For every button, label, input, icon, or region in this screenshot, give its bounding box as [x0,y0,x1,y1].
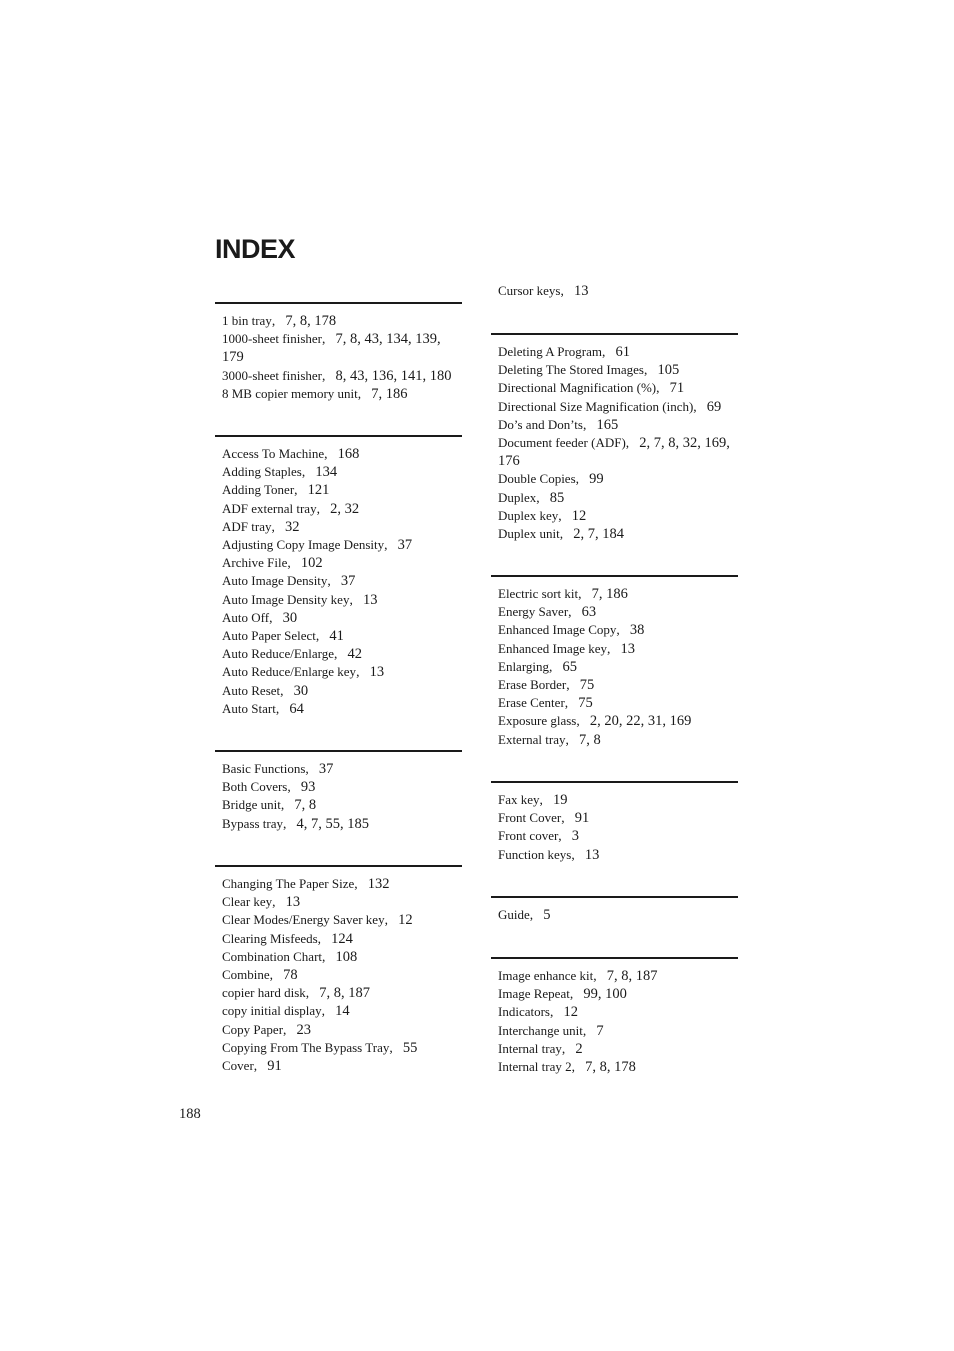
index-page-refs: 134 [315,464,338,481]
index-page-refs: 30 [282,609,298,626]
index-separator: , [269,967,284,983]
index-page-refs: 69 [706,398,722,415]
index-term: Adding Staples [222,464,302,480]
index-separator: , [275,700,290,716]
index-term: Enlarging [498,658,550,674]
index-term: Auto Image Density [222,573,328,589]
index-entry [222,1057,462,1075]
index-separator: , [354,876,368,891]
index-separator: , [566,677,580,693]
index-page-refs: 12 [563,1004,578,1021]
index-separator: , [656,380,670,396]
index-separator: , [349,591,363,607]
index-page-refs: 7, 8 [579,731,601,748]
index-separator: , [253,1058,268,1074]
index-group-e [491,575,738,749]
index-term: Bypass tray [222,815,284,831]
index-page-refs: 13 [573,283,589,299]
index-term: Deleting The Stored Images [498,362,644,378]
index-term: Access To Machine [222,446,325,461]
index-term: Archive File [222,555,288,571]
index-term: Front cover [498,828,559,844]
index-entry [222,700,462,718]
index-page-refs: 99 [589,471,604,488]
index-separator: , [558,828,572,844]
index-separator: , [322,331,336,347]
index-entry [498,846,738,864]
index-separator: , [305,985,320,1001]
index-entry [222,572,462,590]
index-term: Auto Off [222,609,270,625]
index-term: Do’s and Don’ts [498,416,583,432]
index-term: Image enhance kit [498,968,594,983]
index-entry [498,343,738,361]
index-entry [498,791,738,809]
index-separator: , [616,622,630,638]
index-page-refs: 65 [562,658,578,675]
index-entry [498,489,738,507]
index-entry [498,827,738,845]
index-term: Adding Toner [222,482,295,498]
index-page-refs: 124 [331,930,353,947]
index-group-g [491,896,738,924]
index-separator: , [301,464,316,480]
index-term: Combine [222,967,270,983]
index-entry [222,1002,462,1020]
index-entry [222,463,462,481]
index-separator: , [287,779,301,795]
index-entry [498,282,738,300]
index-entry [498,470,738,488]
index-separator: , [561,1040,576,1056]
index-separator: , [602,344,616,359]
index-entry [222,518,462,536]
index-term: Auto Reduce/Enlarge key [222,664,357,680]
index-page-refs: 99, 100 [583,986,627,1003]
index-separator: , [558,507,572,523]
index-term: Guide [498,907,530,922]
index-separator: , [272,894,286,910]
index-term: Combination Chart [222,948,323,964]
index-entry [222,645,462,663]
index-separator: , [322,367,336,383]
index-separator: , [389,1039,403,1055]
index-separator: , [271,313,286,328]
index-term: Energy Saver [498,604,569,620]
index-separator: , [280,797,295,813]
index-entry [498,906,738,924]
index-page-refs: 37 [340,573,356,590]
index-separator: , [575,471,590,487]
index-separator: , [607,640,621,656]
index-term: Cursor keys [498,283,561,298]
index-entry [498,640,738,658]
index-entry [498,694,738,712]
index-separator: , [357,385,372,401]
index-term: Auto Reduce/Enlarge [222,646,335,662]
index-group-c [215,865,462,1075]
index-term: Auto Paper Select [222,628,316,644]
index-entry [222,445,462,463]
index-page-refs: 7, 8, 178 [285,313,337,329]
index-page-refs: 93 [300,779,316,796]
index-entry [222,481,462,499]
index-page-refs: 168 [337,446,360,462]
index-separator: , [324,446,338,461]
index-term: ADF external tray [222,500,317,516]
index-group-numerals [215,302,462,403]
index-separator: , [384,537,398,553]
index-page-refs: 2, 20, 22, 31, 169 [589,713,692,730]
index-page-refs: 42 [347,646,363,663]
index-page-refs: 30 [293,682,309,699]
index-entry [498,658,738,676]
index-page-refs: 7, 186 [371,385,408,402]
index-term: Copying From The Bypass Tray [222,1039,390,1055]
index-term: Auto Image Density key [222,591,350,607]
index-page-refs: 85 [549,489,565,506]
index-page-refs: 121 [307,482,330,499]
index-page-refs: 4, 7, 55, 185 [296,815,370,832]
index-page-refs: 37 [318,761,334,777]
index-group-c-continued [491,282,738,300]
index-entry [222,312,462,330]
index-separator: , [582,1022,597,1038]
index-separator: , [565,731,579,747]
index-term: Copy Paper [222,1021,284,1037]
index-term: Enhanced Image Copy [498,622,617,638]
index-term: Electric sort kit [498,586,579,601]
index-term: 8 MB copier memory unit [222,385,358,401]
index-page-refs: 55 [402,1039,418,1056]
index-entry [498,585,738,603]
index-entry [222,1039,462,1057]
index-page-refs: 37 [397,537,413,554]
index-term: Double Copies [498,471,576,487]
index-separator: , [625,435,640,451]
index-entry [222,984,462,1002]
index-page-refs: 14 [335,1003,350,1020]
index-term: External tray [498,731,566,747]
index-term: Duplex [498,489,537,505]
index-entry [222,948,462,966]
index-term: Duplex key [498,507,559,523]
index-entry [498,676,738,694]
index-entry [222,609,462,627]
index-entry [222,966,462,984]
index-term: Image Repeat [498,986,570,1002]
index-term: Exposure glass [498,713,577,729]
index-entry [222,875,462,893]
index-term: Clear key [222,894,273,910]
index-entry [222,627,462,645]
index-term: Duplex unit [498,526,560,542]
index-entry [222,911,462,929]
index-separator: , [356,664,370,680]
index-separator: , [327,573,341,589]
index-separator: , [564,695,579,711]
index-entry [498,507,738,525]
index-entry [498,525,738,543]
index-term: Bridge unit [222,797,281,813]
index-entry [222,330,462,366]
index-page-refs: 75 [579,677,595,694]
index-entry [498,712,738,730]
index-term: Interchange unit [498,1022,583,1038]
index-page-refs: 13 [369,664,385,681]
index-term: Deleting A Program [498,344,602,359]
index-separator: , [549,658,563,674]
index-separator: , [322,948,336,964]
index-page-refs: 13 [584,846,600,863]
index-page-refs: 8, 43, 136, 141, 180 [335,367,452,384]
index-entry [222,815,462,833]
index-term: Directional Size Magnification (inch) [498,398,694,414]
index-page-refs: 38 [629,622,645,639]
index-page-refs: 7, 8, 43, 134, 139, 179 [222,331,441,366]
index-separator: , [529,907,544,922]
index-entry [498,1058,738,1076]
index-separator: , [539,792,554,807]
index-entry [222,591,462,609]
index-page-refs: 12 [571,507,587,524]
index-page-refs: 13 [362,591,378,608]
index-page-refs: 78 [283,967,298,984]
index-page-refs: 19 [553,792,568,808]
index-separator: , [568,604,582,620]
index-separator: , [321,1003,336,1019]
index-entry [498,379,738,397]
index-page-refs: 64 [289,700,304,717]
index-page-refs: 61 [615,344,630,360]
index-group-b [215,750,462,833]
index-separator: , [334,646,348,662]
index-separator: , [569,986,584,1002]
index-separator: , [571,846,585,862]
index-separator: , [317,930,332,946]
index-separator: , [643,362,658,378]
index-term: Function keys [498,846,572,862]
index-separator: , [559,526,574,542]
index-entry [222,760,462,778]
index-page-refs: 13 [285,894,301,911]
index-term: Adjusting Copy Image Density [222,537,385,553]
index-page-refs: 75 [578,695,593,712]
index-entry [222,663,462,681]
index-page-refs: 2, 32 [330,500,360,517]
index-separator: , [287,555,301,571]
index-page-refs: 2, 7, 8, 32, 169, 176 [498,435,730,470]
index-separator: , [384,912,399,928]
index-page-refs: 71 [669,380,685,397]
index-page-refs: 7 [596,1022,604,1039]
index-separator: , [283,1021,297,1037]
index-separator: , [593,968,607,983]
index-page-refs: 132 [367,876,390,892]
index-term: Cover [222,1058,254,1074]
index-term: Document feeder (ADF) [498,435,626,451]
index-term: Internal tray 2 [498,1059,572,1075]
index-entry [498,398,738,416]
index-page-refs: 63 [581,604,597,621]
index-term: copier hard disk [222,985,306,1001]
index-page-refs: 105 [657,362,680,379]
page-number: 188 [179,1106,201,1122]
index-page-refs: 7, 8, 187 [319,985,371,1002]
index-entry [498,731,738,749]
index-separator: , [549,1004,564,1020]
index-term: Auto Reset [222,682,281,698]
index-term: Clearing Misfeeds [222,930,318,946]
index-entry [222,554,462,572]
index-group-d [491,333,738,543]
index-entry [498,809,738,827]
index-page-refs: 2, 7, 184 [573,526,624,543]
index-entry [498,621,738,639]
index-entry [498,416,738,434]
index-entry [222,930,462,948]
index-term: Erase Border [498,677,567,693]
index-page-refs: 7, 8 [294,797,317,814]
index-entry [498,967,738,985]
index-entry [222,893,462,911]
index-separator: , [693,398,707,414]
index-group-i [491,957,738,1076]
index-separator: , [294,482,308,498]
index-entry [222,500,462,518]
index-entry [498,434,738,470]
page-title: INDEX [215,234,296,264]
index-term: Auto Start [222,700,276,716]
index-term: Directional Magnification (%) [498,380,657,396]
index-separator: , [305,761,319,776]
index-term: 1000-sheet finisher [222,331,323,347]
index-entry [498,361,738,379]
index-term: Basic Functions [222,761,306,776]
index-separator: , [560,283,574,298]
index-page-refs: 13 [620,640,636,657]
index-separator: , [316,500,331,516]
index-separator: , [269,609,283,625]
index-entry [222,385,462,403]
index-entry [222,778,462,796]
index-group-f [491,781,738,864]
index-page-refs: 7, 8, 187 [606,968,658,984]
index-entry [222,796,462,814]
index-term: Clear Modes/Energy Saver key [222,912,385,928]
index-entry [222,682,462,700]
index-entry [498,1040,738,1058]
index-term: copy initial display [222,1003,322,1019]
index-term: Indicators [498,1004,550,1020]
index-term: Front Cover [498,810,562,826]
index-term: Changing The Paper Size [222,876,355,891]
index-separator: , [578,586,592,601]
index-entry [222,1021,462,1039]
index-page-refs: 5 [543,907,551,923]
index-separator: , [561,810,575,826]
index-page-refs: 3 [571,828,580,845]
index-entry [498,1003,738,1021]
index-term: 1 bin tray [222,313,272,328]
index-term: Both Covers [222,779,288,795]
index-entry [498,985,738,1003]
index-page-refs: 91 [574,810,590,827]
index-term: Enhanced Image key [498,640,608,656]
index-page-refs: 102 [300,555,323,572]
index-entry [222,367,462,385]
index-separator: , [271,518,285,534]
index-page-refs: 108 [335,948,358,965]
index-page-refs: 7, 186 [591,586,628,602]
index-page-refs: 7, 8, 178 [585,1059,636,1076]
index-entry [498,1022,738,1040]
index-term: 3000-sheet finisher [222,367,323,383]
index-page-refs: 2 [575,1040,583,1057]
index-entry [222,536,462,554]
index-entry [498,603,738,621]
index-separator: , [536,489,550,505]
index-term: ADF tray [222,518,272,534]
index-separator: , [280,682,294,698]
index-page-refs: 12 [398,912,413,929]
index-page-refs: 23 [296,1021,312,1038]
index-page-refs: 41 [329,628,344,645]
index-term: Erase Center [498,695,565,711]
index-term: Fax key [498,792,540,807]
index-page-refs: 32 [284,518,300,535]
index-term: Internal tray [498,1040,562,1056]
index-group-a [215,435,462,718]
index-separator: , [315,628,330,644]
index-separator: , [571,1059,586,1075]
index-separator: , [283,815,297,831]
index-page-refs: 91 [267,1058,282,1075]
index-separator: , [576,713,590,729]
index-separator: , [582,416,597,432]
index-page-refs: 165 [596,416,619,433]
